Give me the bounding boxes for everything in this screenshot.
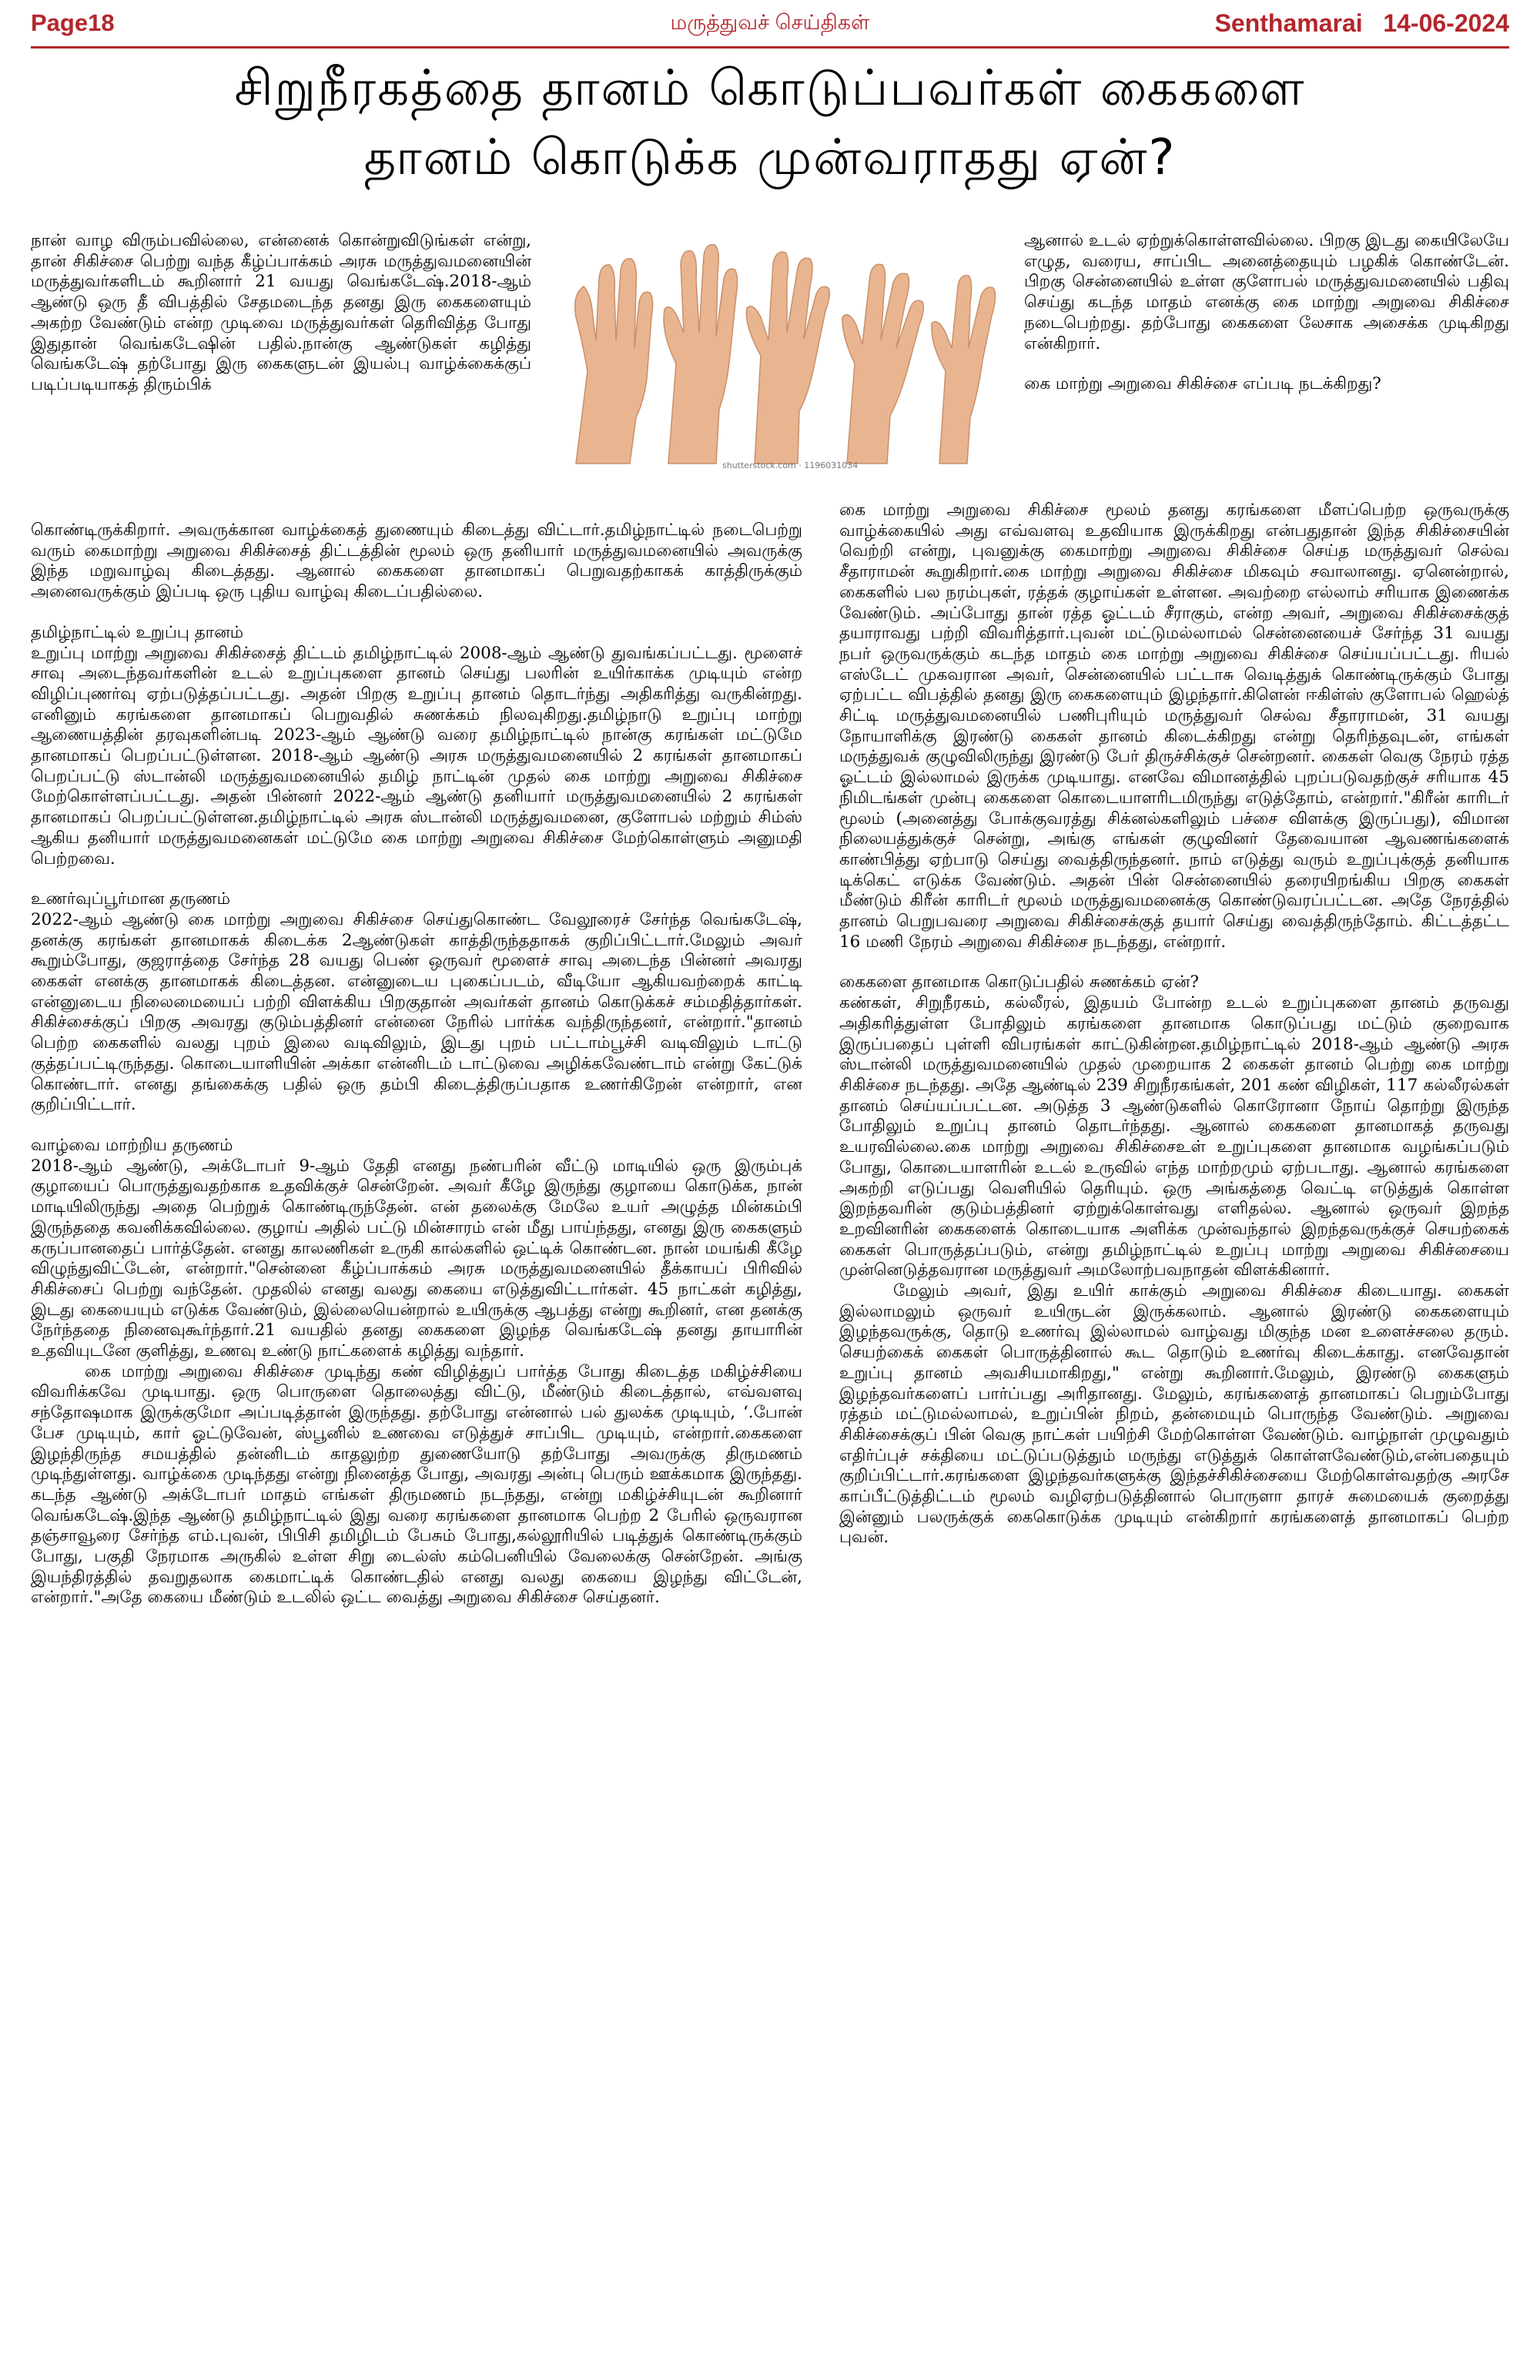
paragraph-life-changing-2: கை மாற்று அறுவை சிகிச்சை முடிந்து கண் விழித்துப் பார்த்த போது கிடைத்த மகிழ்ச்சியை விவரிக்கவே முடியாது. ஒரு பொருளை தொலைத்து விட்டு, மீண்டும் கிடைத்தால், எவ்வளவு சந்தோஷமாக இருக்குமோ அப்படித்தான் இருந்தது. தற்போது என்னால் பல் துலக்க முடியும், ‘.போன் பேச முடியும், கார் ஓட்டுவேன், ஸ்பூனில் உணவை எடுத்துச் சாப்பிட முடியும், என்றார்.கைகளை இழந்திருந்த சமயத்தில் தன்னிடம் காதலுற்ற துணையோடு தற்போது அவருக்கு திருமணம் முடிந்துள்ளது. வாழ்க்கை முடிந்தது என்று நினைத்த போது, அவரது அன்பு பெரும் ஊக்கமாக இருந்தது. கடந்த ஆண்டு அக்டோபர் மாதம் எங்கள் திருமணம் நடந்தது, என்று மகிழ்ச்சியுடன் கூறினார் வெங்கடேஷ்.இந்த ஆண்டு தமிழ்நாட்டில் இது வரை கரங்களை தானமாக பெற்ற 2 பேரில் ஒருவரான தஞ்சாவூரை சேர்ந்த எம்.புவன், பிபிசி தமிழிடம் பேசும் போது,கல்லூரியில் படித்துக் கொண்டிருக்கும் போது, பகுதி நேரமாக அருகில் உள்ள சிறு டைல்ஸ் கம்பெனியில் வேலைக்கு சென்றேன். அங்கு இயந்திரத்தில் தவறுதலாக கைமாட்டிக் கொண்டதில் எனது வலது கையை இழந்து விட்டேன், என்றார்."அதே கையை மீண்டும் உடலில் ஒட்ட வைத்து அறுவை சிகிச்சை செய்தனர். [31,1361,802,1608]
page-header [31,9,1509,48]
column-left [31,521,802,1608]
paragraph-reluctance: கண்கள், சிறுநீரகம், கல்லீரல், இதயம் போன்ற உடல் உறுப்புகளை தானம் தருவது அதிகரித்துள்ள போதிலும் கரங்களை தானமாக கொடுப்பது மட்டும் குறைவாக இருப்பதைப் புள்ளி விபரங்கள் காட்டுகின்றன.தமிழ்நாட்டில் 2018-ஆம் ஆண்டு அரசு ஸ்டான்லி மருத்துவமனையில் முதல் முறையாக 2 கைகள் தானம் பெற்று கை மாற்று சிகிச்சை நடந்தது. அதே ஆண்டில் 239 சிறுநீரகங்கள், 201 கண் விழிகள், 117 கல்லீரல்கள் தானம் செய்யப்பட்டன. அடுத்த 3 ஆண்டுகளில் கொரோனா நோய் தொற்று இருந்த போதிலும் உறுப்பு தானம் தொடர்ந்தது. ஆனால் கைகளை தானமாகத் தருவது உயரவில்லை.கை மாற்று அறுவை சிகிச்சைஉள் உறுப்புகளை தானமாக வழங்கப்படும் போது, கொடையாளரின் உடல் உருவில் எந்த மாற்றமும் ஏற்படாது. ஆனால் கரங்களை அகற்றி எடுப்பது வெளியில் தெரியும். ஒரு அங்கத்தை வெட்டி எடுத்துக் கொள்ள இறந்தவரின் குடும்பத்தினர் ஏற்றுக்கொள்வது எளிதல்ல. ஆனால் ஒருவர் இறந்த உறவினரின் கைகளைக் கொடையாக அளிக்க முன்வந்தால் இறந்தவருக்குச் செயற்கைக் கைகள் பொருத்தப்படும், என்று தமிழ்நாட்டில் உறுப்பு மாற்று அறுவை சிகிச்சையை முன்னெடுத்தவரான மருத்துவர் அமலோற்பவநாதன் விளக்கினார். [839,993,1509,1280]
paragraph-right-top: ஆனால் உடல் ஏற்றுக்கொள்ளவில்லை. பிறகு இடது கையிலேயே எழுத, வரைய, சாப்பிட அனைத்தையும் பழகிக் கொண்டேன். பிறகு சென்னையில் உள்ள குளோபல் மருத்துவமனையில் பதிவு செய்து கடந்த மாதம் எனக்கு கை மாற்று அறுவை சிகிச்சை நடைபெற்றது. தற்போது கைகளை லேசாக அசைக்க முடிகிறது என்கிறார். [1024,231,1509,353]
hands-illustration [545,209,1009,477]
headline-line-1: சிறுநீரகத்தை தானம் கொடுப்பவர்கள் கைகளை [234,60,1306,117]
headline-line-2: தானம் கொடுக்க முன்வராதது ஏன்? [363,129,1177,186]
subheading-organ-donation: தமிழ்நாட்டில் உறுப்பு தானம் [31,622,244,642]
intro-paragraph-a: நான் வாழ விரும்பவில்லை, என்னைக் கொன்றுவிடுங்கள் என்று, தான் சிகிச்சை பெற்று வந்த கீழ்ப்பாக்கம் அரசு மருத்துவமனையின் மருத்துவர்களிடம் கூறினார் 21 வயது வெங்கடேஷ்.2018-ஆம் ஆண்டு ஒரு தீ விபத்தில் சேதமடைந்த தனது இரு கைகளையும் அகற்ற வேண்டும் என்ற முடிவை மருத்துவர்கள் தெரிவித்த போது இதுதான் வெங்கடேஷின் பதில்.நான்கு ஆண்டுகள் கழித்து வெங்கடேஷ் தற்போது இரு கைகளுடன் இயல்பு வாழ்க்கைக்குப் படிப்படியாகத் திரும்பிக் [31,231,531,394]
headline [46,54,1494,192]
paragraph-reluctance-2: மேலும் அவர், இது உயிர் காக்கும் அறுவை சிகிச்சை கிடையாது. கைகள் இல்லாமலும் ஒருவர் உயிருடன் இருக்கலாம். ஆனால் இரண்டு கைகளையும் இழந்தவருக்கு, தொடு உணர்வு இல்லாமல் வாழ்வது மிகுந்த மன உளைச்சலை தரும். செயற்கைக் கைகள் பொருத்தினால் கூட தொடும் உணர்வு கிடைக்காது. எனவேதான் உறுப்பு தானம் அவசியமாகிறது," என்று கூறினார்.மேலும், இரண்டு கைகளும் இழந்தவர்களைப் பார்ப்பது அரிதானது. மேலும், கரங்களைத் தானமாகப் பெறும்போது ரத்தம் மட்டுமல்லாமல், உறுப்பின் நிறம், தன்மையும் பொருந்த வேண்டும். அறுவை சிகிச்சைக்குப் பின் வெகு நாட்கள் பயிற்சி மேற்கொள்ள வேண்டும். வாழ்நாள் முழுவதும் எதிர்ப்புச் சக்தியை மட்டுப்படுத்தும் மருந்து எடுத்துக் கொள்ளவேண்டும்,என்பதையும் குறிப்பிட்டார்.கரங்களை இழந்தவர்களுக்கு இந்தச்சிகிச்சையை மேற்கொள்வதற்கு அரசே காப்பீட்டுத்திட்டம் மூலம் வழிஏற்படுத்தினால் பொருளா தாரச் சுமையைக் குறைத்து இன்னும் பலருக்குக் கைகொடுக்க முடியும் என்கிறார் கரங்களைத் தானமாகப் பெற்ற புவன். [839,1281,1509,1548]
subheading-why-reluctance: கைகளை தானமாக கொடுப்பதில் சுணக்கம் ஏன்? [839,972,1199,993]
header-rule [31,46,1509,49]
subheading-how-surgery: கை மாற்று அறுவை சிகிச்சை எப்படி நடக்கிறது? [1024,374,1381,394]
paragraph-life-changing: 2018-ஆம் ஆண்டு, அக்டோபர் 9-ஆம் தேதி எனது நண்பரின் வீட்டு மாடியில் ஒரு இரும்புக் குழாயைப் பொருத்துவதற்காக உதவிக்குச் சென்றேன். அவர் கீழே இருந்து குழாயை கொடுக்க, நான் மாடியிலிருந்து அதை பெற்றுக் கொண்டிருந்தேன். என் தலைக்கு மேலே உயர் அழுத்த மின்கம்பி இருந்ததை கவனிக்கவில்லை. குழாய் அதில் பட்டு மின்சாரம் என் மீது பாய்ந்தது, எனது இரு கைகளும் கருப்பானதைப் பார்த்தேன். எனது காலணிகள் உருகி கால்களில் ஒட்டிக் கொண்டன. நான் மயங்கி கீழே விழுந்துவிட்டேன், என்றார்."சென்னை கீழ்ப்பாக்கம் அரசு மருத்துவமனையில் தீக்காயப் பிரிவில் சிகிச்சைப் பெற்று வந்தேன். முதலில் எனது வலது கையை எடுத்துவிட்டார்கள். 45 நாட்கள் கழித்து, இடது கையையும் எடுக்க வேண்டும், இல்லையென்றால் உயிருக்கு ஆபத்து என்று கூறினர், என தனக்கு நேர்ந்ததை நினைவுகூர்ந்தார்.21 வயதில் தனது கைகளை இழந்த வெங்கடேஷ் தனது தாயாரின் உதவியுடனே குளித்து, உணவு உண்டு நாட்களைக் கழித்து வந்தார். [31,1156,802,1361]
paper-name: Senthamarai [1214,9,1363,37]
page-number: Page18 [31,9,115,36]
subheading-life-changing: வாழ்வை மாற்றிய தருணம் [31,1135,233,1155]
intro-paragraph-b: கொண்டிருக்கிறார். அவருக்கான வாழ்க்கைத் துணையும் கிடைத்து விட்டார்.தமிழ்நாட்டில் நடைபெற்று வரும் கைமாற்று அறுவை சிகிச்சைத் திட்டத்தின் மூலம் ஒரு தனியார் மருத்துவமனையில் அவருக்கு இந்த மறுவாழ்வு கிடைத்தது. ஆனால் கைகளை தானமாகப் பெறுவதற்காகக் காத்திருக்கும் அனைவருக்கும் இப்படி ஒரு புதிய வாழ்வு கிடைப்பதில்லை. [31,521,802,602]
column-right-top [1024,231,1509,395]
section-name: மருத்துவச் செய்திகள் [670,11,870,34]
column-right [839,500,1509,1548]
column-intro [31,231,531,396]
photo-credit: shutterstock.com · 1196031034 [722,460,859,470]
hands-photo [545,209,1009,477]
paragraph-organ-donation: உறுப்பு மாற்று அறுவை சிகிச்சைத் திட்டம் தமிழ்நாட்டில் 2008-ஆம் ஆண்டு துவங்கப்பட்டது. மூளைச் சாவு அடைந்தவர்களின் உடல் உறுப்புகளை தானம் செய்து பலரின் உயிர்காக்க முடியும் என்ற விழிப்புணர்வு ஏற்படுத்தப்பட்டது. அதன் பிறகு உறுப்பு தானம் தொடர்ந்து அதிகரித்து வருகின்றது. எனினும் கரங்களை தானமாகப் பெறுவதில் சுணக்கம் நிலவுகிறது.தமிழ்நாடு உறுப்பு மாற்று ஆணையத்தின் தரவுகளின்படி 2023-ஆம் ஆண்டு வரை தமிழ்நாட்டில் நான்கு கரங்கள் மட்டுமே தானமாகப் பெறப்பட்டுள்ளன. 2018-ஆம் ஆண்டு அரசு மருத்துவமனையில் 2 கரங்கள் தானமாகப் பெறப்பட்டு ஸ்டான்லி மருத்துவமனையில் தமிழ் நாட்டின் முதல் கை மாற்று அறுவை சிகிச்சை மேற்கொள்ளப்பட்டது. அதன் பின்னர் 2022-ஆம் ஆண்டு தனியார் மருத்துவமனையில் 2 கரங்கள் தானமாகப் பெறப்பட்டுள்ளன.தமிழ்நாட்டில் அரசு ஸ்டான்லி மருத்துவமனை, குளோபல் மற்றும் சிம்ஸ் ஆகிய தனியார் மருத்துவமனைகள் மட்டுமே கை மாற்று அறுவை சிகிச்சை மேற்கொள்ளும் அனுமதி பெற்றவை. [31,643,802,869]
paper-date [1215,9,1509,38]
subheading-emotional-moment: உணர்வுப்பூர்மான தருணம் [31,889,230,909]
paragraph-emotional-moment: 2022-ஆம் ஆண்டு கை மாற்று அறுவை சிகிச்சை செய்துகொண்ட வேலூரைச் சேர்ந்த வெங்கடேஷ், தனக்கு கரங்கள் தானமாகக் கிடைக்க 2ஆண்டுகள் காத்திருந்ததாகக் குறிப்பிட்டார்.மேலும் அவர் கூறும்போது, குஜராத்தை சேர்ந்த 28 வயது பெண் ஒருவர் மூளைச் சாவு அடைந்த பின்னர் அவரது கைகள் எனக்கு தானமாகக் கிடைத்தன. என்னுடைய புகைப்படம், வீடியோ ஆகியவற்றைக் காட்டி என்னுடைய நிலைமையைப் பற்றி விளக்கிய பிறகுதான் அவர்கள் தானம் கொடுக்கச் சம்மதித்தார்கள். சிகிச்சைக்குப் பிறகு அவரது குடும்பத்தினர் என்னை நேரில் பார்க்க வந்திருந்தனர், என்றார்."தானம் பெற்ற கைகளில் வலது புறம் இலை வடிவிலும், இடது புறம் பட்டாம்பூச்சி வடிவிலும் டாட்டு குத்தப்பட்டிருந்தது. கொடையாளியின் அக்கா என்னிடம் டாட்டுவை அழிக்கவேண்டாம் என்று கேட்டுக் கொண்டார். எனது தங்கைக்கு பதில் ஒரு தம்பி கிடைத்திருப்பதாக உணர்கிறேன் என்றார், என குறிப்பிட்டார். [31,909,802,1115]
paragraph-surgery: கை மாற்று அறுவை சிகிச்சை மூலம் தனது கரங்களை மீளப்பெற்ற ஒருவருக்கு வாழ்க்கையில் அது எவ்வளவு உதவியாக இருக்கிறது என்பதுதான் இந்த சிகிச்சையின் வெற்றி என்று, புவனுக்கு கைமாற்று அறுவை சிகிச்சை செய்த மருத்துவர் செல்வ சீதாராமன் கூறுகிறார்.கை மாற்று அறுவை சிகிச்சை மிகவும் சவாலானது. ஏனென்றால், கைகளில் பல நரம்புகள், ரத்தக் குழாய்கள் உள்ளன. அவற்றை எல்லாம் சரியாக இணைக்க வேண்டும். அப்போது தான் ரத்த ஓட்டம் சீராகும், என்ற அவர், அறுவை சிகிச்சைக்குத் தயாராவது பற்றி விவரித்தார்.புவன் மட்டுமல்லாமல் சென்னையைச் சேர்ந்த 31 வயது நபர் ஒருவருக்கும் கடந்த மாதம் கை மாற்று அறுவை சிகிச்சை செய்யப்பட்டது. ரியல் எஸ்டேட் முகவரான அவர், சென்னையில் பட்டாசு வெடித்துக் கொண்டிருக்கும் போது ஏற்பட்ட விபத்தில் தனது இரு கைகளையும் இழந்தார்.கிளென் ஈகிள்ஸ் குளோபல் ஹெல்த் சிட்டி மருத்துவமனையில் பணிபுரியும் மருத்துவர் செல்வ சீதாராமன், 31 வயது நோயாளிக்கு இரண்டு கைகள் தானம் கிடைக்கிறது என்று தெரிந்தவுடன், எங்கள் மருத்துவக் குழுவிலிருந்து இரண்டு பேர் திருச்சிக்குச் சென்றனர். கைகள் வெகு நேரம் ரத்த ஓட்டம் இல்லாமல் இருக்க முடியாது. எனவே விமானத்தில் புறப்படுவதற்குச் சரியாக 45 நிமிடங்கள் முன்பு கைகளை கொடையாளரிடமிருந்து எடுத்தோம், என்றார்."கிரீன் காரிடர் மூலம் (அனைத்து போக்குவரத்து சிக்னல்களிலும் பச்சை விளக்கு இருப்பது), விமான நிலையத்துக்குச் சென்று, அங்கு எங்கள் குழுவினர் தேவையான ஆவணங்களைக் காண்பித்து ஏற்பாடு செய்து வைத்திருந்தனர். நாம் எடுத்து வரும் உறுப்புக்குத் தனியாக டிக்கெட் எடுக்க வேண்டும். அதன் பின் சென்னையில் தரையிறங்கிய பிறகு கைகள் மீண்டும் கிரீன் காரிடர் மூலம் மருத்துவமனைக்கு கொண்டுவரப்பட்டன. அதே நேரத்தில் தானம் பெறுபவரை அறுவை சிகிச்சைக்குத் தயார் செய்து வைத்திருந்தோம். கிட்டத்தட்ட 16 மணி நேரம் அறுவை சிகிச்சை நடந்தது, என்றார். [839,500,1509,952]
issue-date: 14-06-2024 [1383,9,1509,37]
